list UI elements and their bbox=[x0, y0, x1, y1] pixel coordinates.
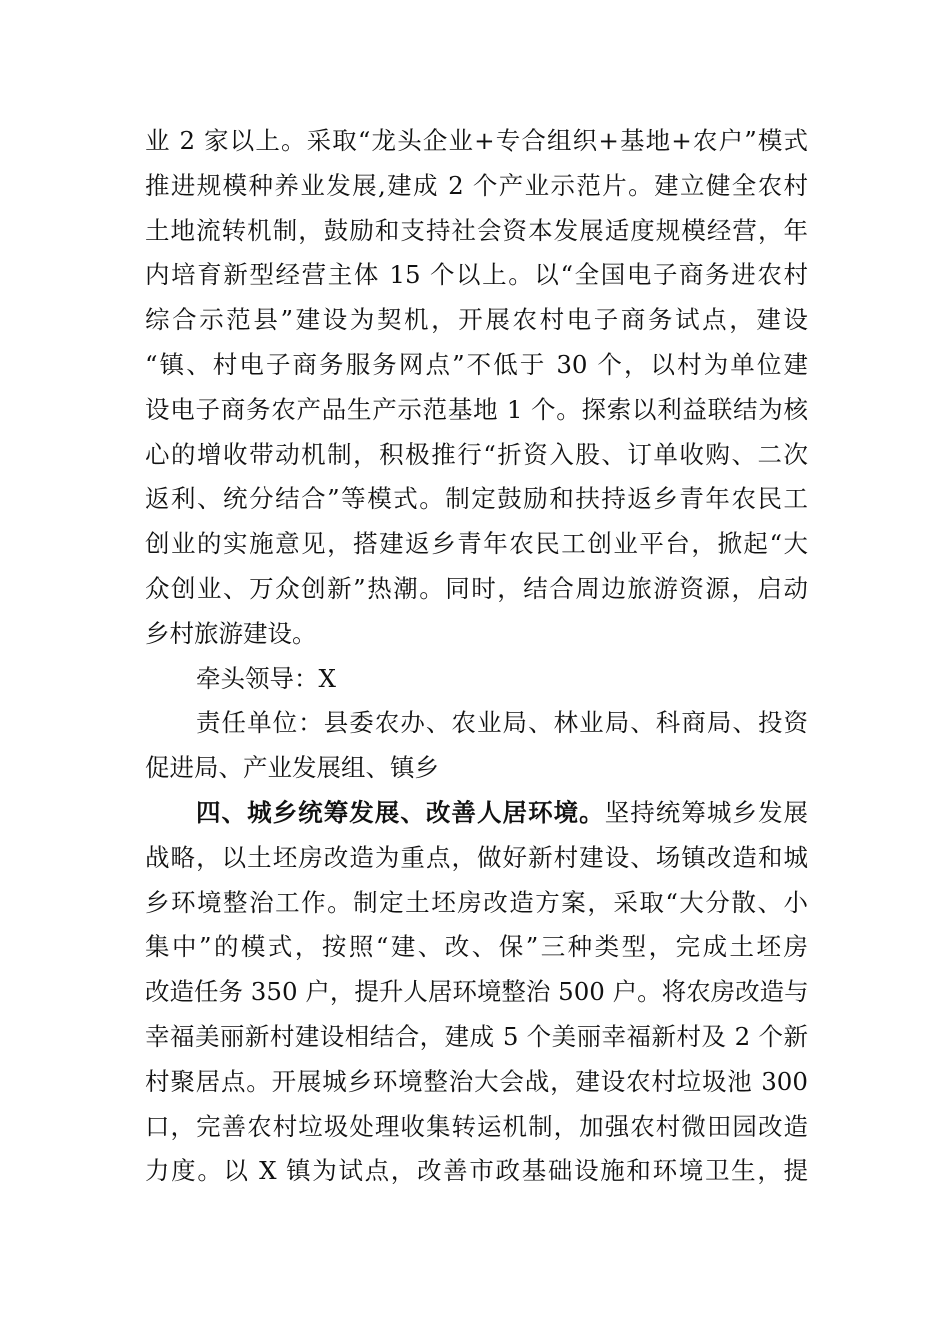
text-line: 集中”的模式，按照“建、改、保”三种类型，完成土坯房 bbox=[145, 932, 808, 962]
section-four-first-line-rest: 坚持统筹城乡发展 bbox=[604, 797, 809, 827]
text-line: 众创业、万众创新”热潮。同时，结合周边旅游资源，启动 bbox=[145, 573, 808, 603]
text-line: “镇、村电子商务服务网点”不低于 30 个，以村为单位建 bbox=[145, 349, 808, 379]
text-line: 幸福美丽新村建设相结合，建成 5 个美丽幸福新村及 2 个新 bbox=[145, 1021, 808, 1051]
text-line: 综合示范县”建设为契机，开展农村电子商务试点，建设 bbox=[145, 305, 808, 335]
lead-leader-text: 牵头领导：X bbox=[196, 663, 336, 693]
document-body bbox=[145, 119, 808, 1194]
paragraph-agriculture bbox=[145, 119, 808, 657]
text-line: 内培育新型经营主体 15 个以上。以“全国电子商务进农村 bbox=[145, 260, 808, 290]
text-line: 设电子商务农产品生产示范基地 1 个。探索以利益联结为核 bbox=[145, 394, 808, 424]
section-four bbox=[145, 791, 808, 1194]
text-line: 改造任务 350 户，提升人居环境整治 500 户。将农房改造与 bbox=[145, 977, 809, 1007]
text-line: 责任单位：县委农办、农业局、林业局、科商局、投资 bbox=[196, 708, 808, 738]
text-line: 力度。以 X 镇为试点，改善市政基础设施和环境卫生，提 bbox=[145, 1156, 808, 1186]
text-line: 村聚居点。开展城乡环境整治大会战，建设农村垃圾池 300 bbox=[145, 1066, 808, 1096]
text-line: 乡村旅游建设。 bbox=[145, 618, 317, 648]
text-line: 业 2 家以上。采取“龙头企业+专合组织+基地+农户”模式 bbox=[145, 126, 808, 155]
text-line: 乡环境整治工作。制定土坯房改造方案，采取“大分散、小 bbox=[145, 887, 808, 917]
text-line: 推进规模种养业发展,建成 2 个产业示范片。建立健全农村 bbox=[145, 170, 808, 200]
text-line: 战略，以土坯房改造为重点，做好新村建设、场镇改造和城 bbox=[145, 842, 808, 872]
text-line: 心的增收带动机制，积极推行“折资入股、订单收购、二次 bbox=[145, 439, 808, 469]
responsible-units bbox=[145, 701, 808, 791]
text-line: 返利、统分结合”等模式。制定鼓励和扶持返乡青年农民工 bbox=[145, 484, 808, 514]
lead-leader bbox=[145, 657, 808, 702]
text-line: 创业的实施意见，搭建返乡青年农民工创业平台，掀起“大 bbox=[145, 529, 808, 559]
text-line: 口，完善农村垃圾处理收集转运机制，加强农村微田园改造 bbox=[145, 1111, 808, 1141]
section-four-first-line bbox=[145, 791, 808, 836]
text-line: 促进局、产业发展组、镇乡 bbox=[145, 753, 439, 783]
section-four-heading: 四、城乡统筹发展、改善人居环境。 bbox=[196, 797, 605, 827]
text-line: 土地流转机制，鼓励和支持社会资本发展适度规模经营，年 bbox=[145, 215, 808, 245]
